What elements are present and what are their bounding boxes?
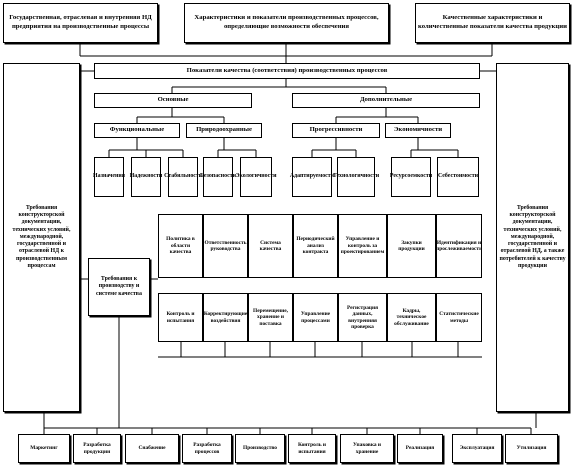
left-requirements-text: Требования конструкторской документации, технических условий, международной, государственной и отраслевой НД к производственным процессам: [12, 205, 71, 269]
indicator-item: [332, 157, 380, 197]
lifecycle-stage-label: Упаковка и хранение: [353, 442, 381, 455]
lifecycle-stage: [182, 434, 232, 463]
lifecycle-stage-label: Контроль и испытания: [297, 442, 327, 455]
economy-subgroup: [385, 123, 451, 138]
quality-system-label: Контроль и испытания: [166, 311, 195, 324]
progressiveness-subgroup: [292, 123, 380, 138]
quality-system-element: [436, 293, 482, 342]
quality-system-label: Закупки продукции: [398, 239, 425, 252]
quality-system-element: [338, 293, 387, 342]
indicator-item: [164, 157, 202, 197]
indicator-label: Стабильность: [164, 173, 202, 180]
quality-system-element: [293, 293, 338, 342]
quality-system-element: [203, 214, 248, 278]
indicator-item: [235, 157, 277, 197]
right-requirements-column: [496, 63, 569, 412]
quality-system-element: [248, 214, 293, 278]
lifecycle-stage: [397, 434, 443, 463]
indicator-label: Ресурсоемкости: [389, 173, 433, 180]
quality-system-label: Система качества: [259, 239, 282, 252]
quality-system-element: [338, 214, 387, 278]
indicator-label: Безопасности: [200, 173, 236, 180]
quality-system-element: [158, 214, 203, 278]
quality-system-label: Периодический анализ контракта: [296, 236, 335, 256]
quality-system-label: Политика в области качества: [166, 236, 195, 256]
lifecycle-stage: [235, 434, 285, 463]
quality-system-label: Управление и контроль за проектированием: [340, 236, 385, 256]
normative-docs-box: [3, 3, 158, 43]
lifecycle-stage: [73, 434, 121, 463]
indicator-label: Экологичности: [235, 173, 277, 180]
indicator-label: Надежности: [129, 173, 163, 180]
quality-system-element: [203, 293, 248, 342]
extra-group-label: Дополнительные: [359, 96, 413, 104]
quality-system-label: Статистические методы: [439, 311, 479, 324]
indicators-bar: [94, 63, 480, 79]
indicators-bar-text: Показатели качества (соответствия) производственных процессов: [186, 66, 388, 74]
main-group-box: [94, 93, 252, 108]
environmental-subgroup-label: Природоохранные: [196, 126, 252, 134]
lifecycle-stage: [340, 434, 394, 463]
extra-group-box: [292, 93, 480, 108]
lifecycle-stage: [18, 434, 70, 463]
lifecycle-stage: [125, 434, 179, 463]
lifecycle-stage-label: Маркетинг: [30, 445, 58, 452]
indicator-label: Технологичности: [332, 173, 380, 180]
quality-system-label: Регистрация данных, внутренняя проверка: [346, 304, 379, 330]
left-requirements-column: [3, 63, 80, 412]
quality-system-element: [248, 293, 293, 342]
quality-system-element: [293, 214, 338, 278]
lifecycle-stage-label: Разработка процессов: [193, 442, 221, 455]
environmental-subgroup: [186, 123, 262, 138]
indicator-item: [94, 157, 124, 197]
functional-subgroup-label: Функциональные: [109, 126, 165, 134]
quality-system-element: [387, 293, 436, 342]
indicator-label: Адаптируемости: [289, 173, 335, 180]
indicator-item: [289, 157, 335, 197]
indicator-item: [391, 157, 431, 197]
lifecycle-stage-label: Снабжение: [138, 445, 166, 452]
product-quality-text: Качественные характеристики и количественные показатели качества продукции: [418, 14, 567, 30]
indicator-item: [131, 157, 161, 197]
indicator-item: [200, 157, 236, 197]
quality-system-element: [436, 214, 482, 278]
production-requirements-text: Требования к производству и системе качества: [96, 276, 142, 297]
process-characteristics-box: [184, 3, 389, 43]
lifecycle-stage: [452, 434, 502, 463]
main-group-label: Основные: [157, 96, 189, 104]
quality-system-element: [387, 214, 436, 278]
lifecycle-stage-label: Утилизация: [516, 445, 547, 452]
product-quality-box: [415, 3, 570, 43]
quality-system-label: Кадры, техническое обслуживание: [394, 307, 429, 327]
quality-system-label: Корректирующие воздействия: [203, 311, 248, 324]
economy-subgroup-label: Экономичности: [393, 126, 443, 134]
indicator-label: Назначения: [93, 173, 125, 180]
production-requirements-box: [88, 258, 150, 316]
lifecycle-stage-label: Разработка продукции: [83, 442, 111, 455]
right-requirements-text: Требования конструкторской документации, технических условий, международной, государственной и отраслевой НД, а также потребителей к качеству продукции: [499, 205, 566, 269]
lifecycle-stage: [288, 434, 336, 463]
process-characteristics-text: Характеристики и показатели производственных процессов, определяющие возможности обеспечения: [194, 14, 379, 30]
quality-system-label: Перемещение, хранение и поставка: [253, 307, 288, 327]
quality-system-label: Идентификация и прослеживаемость: [436, 239, 482, 252]
indicator-item: [437, 157, 479, 197]
normative-docs-text: Государственная, отраслевая и внутренняя НД предприятия на производственные процессы: [9, 14, 152, 30]
lifecycle-stage: [505, 434, 558, 463]
progressiveness-subgroup-label: Прогрессивности: [309, 126, 363, 134]
lifecycle-stage-label: Реализация: [405, 445, 435, 452]
functional-subgroup: [94, 123, 180, 138]
lifecycle-stage-label: Производство: [243, 445, 277, 452]
indicator-label: Себестоимости: [437, 173, 479, 180]
lifecycle-stage-label: Эксплуатация: [459, 445, 495, 452]
quality-system-label: Управление процессами: [300, 311, 331, 324]
quality-system-label: Ответственность руководства: [204, 239, 247, 252]
quality-system-element: [158, 293, 203, 342]
